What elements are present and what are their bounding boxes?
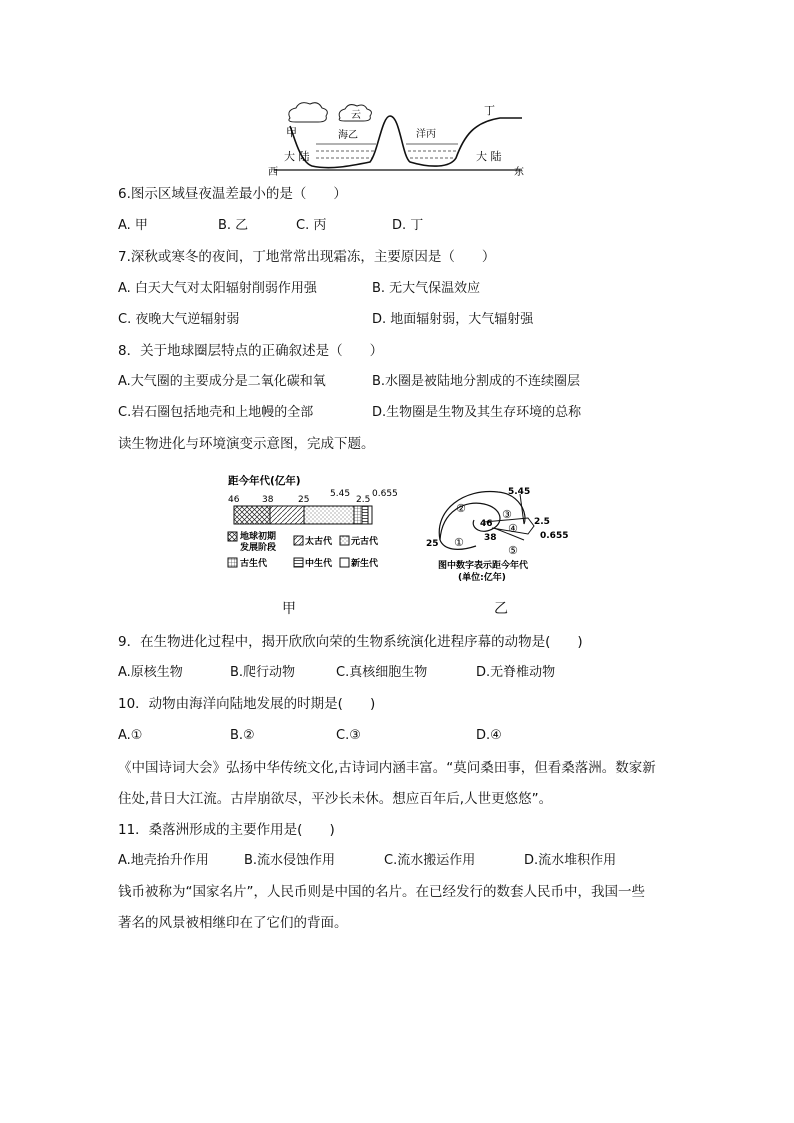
legend-archean: 太古代 bbox=[305, 537, 333, 547]
evolution-spiral-figure bbox=[424, 480, 584, 590]
cross-section-figure bbox=[260, 96, 540, 176]
legend-proterozoic: 元古代 bbox=[351, 537, 379, 547]
q11-option-a[interactable]: A.地壳抬升作用 bbox=[118, 853, 209, 868]
segment-archean bbox=[270, 506, 304, 524]
label-east: 东 bbox=[514, 167, 524, 176]
legend-mesozoic: 中生代 bbox=[305, 559, 333, 569]
circled-2: ② bbox=[456, 502, 466, 515]
label-yi: 海乙 bbox=[338, 130, 358, 141]
q9-option-b[interactable]: B.爬行动物 bbox=[230, 665, 296, 680]
legend-cenozoic: 新生代 bbox=[351, 559, 379, 569]
label-land-right: 大 陆 bbox=[476, 150, 502, 163]
q6-option-c[interactable]: C. 丙 bbox=[296, 218, 327, 233]
tick-2.5: 2.5 bbox=[356, 495, 371, 505]
tick-0.655: 0.655 bbox=[372, 489, 398, 499]
q9-option-d[interactable]: D.无脊椎动物 bbox=[476, 665, 556, 680]
q7-option-b[interactable]: B. 无大气保温效应 bbox=[372, 281, 481, 296]
q8-option-b[interactable]: B.水圈是被陆地分割成的不连续圈层 bbox=[372, 374, 581, 389]
label-west: 西 bbox=[268, 167, 278, 176]
spiral-note-2: (单位:亿年) bbox=[458, 573, 506, 583]
evolution-timeline-figure bbox=[222, 472, 398, 578]
legend-paleozoic: 古生代 bbox=[240, 559, 268, 569]
timeline-header: 距今年代(亿年) bbox=[228, 475, 301, 487]
tick-38: 38 bbox=[262, 495, 274, 505]
currency-intro-line1: 钱币被称为“国家名片”，人民币则是中国的名片。在已经发行的数套人民币中，我国一些 bbox=[118, 884, 645, 900]
segment-cenozoic bbox=[368, 506, 372, 524]
label-yun: 云 bbox=[351, 110, 361, 121]
tick-5.45: 5.45 bbox=[330, 489, 351, 499]
label-land-left: 大 陆 bbox=[284, 150, 310, 163]
q11-stem: 11．桑落洲形成的主要作用是( ) bbox=[118, 822, 335, 838]
circled-1: ① bbox=[454, 536, 464, 549]
circled-4: ④ bbox=[508, 522, 518, 535]
q9-stem: 9．在生物进化过程中，揭开欣欣向荣的生物系统演化进程序幕的动物是( ) bbox=[118, 634, 583, 650]
q11-option-c[interactable]: C.流水搬运作用 bbox=[384, 853, 476, 868]
segment-proterozoic bbox=[304, 506, 354, 524]
tick-25: 25 bbox=[298, 495, 310, 505]
q6-option-a[interactable]: A. 甲 bbox=[118, 218, 148, 233]
circled-3: ③ bbox=[502, 508, 512, 521]
q10-option-d[interactable]: D.④ bbox=[476, 728, 502, 743]
legend-early-2: 发展阶段 bbox=[240, 543, 277, 553]
q7-stem: 7.深秋或寒冬的夜间，丁地常常出现霜冻，主要原因是（ ） bbox=[118, 249, 496, 265]
q11-option-b[interactable]: B.流水侵蚀作用 bbox=[244, 853, 336, 868]
spiral-num-38: 38 bbox=[484, 533, 497, 543]
evolution-intro: 读生物进化与环境演变示意图，完成下题。 bbox=[118, 436, 375, 452]
q6-stem: 6.图示区域昼夜温差最小的是（ ） bbox=[118, 186, 347, 202]
q8-option-a[interactable]: A.大气圈的主要成分是二氧化碳和氧 bbox=[118, 374, 326, 389]
segment-paleozoic bbox=[354, 506, 362, 524]
spiral-num-2.5: 2.5 bbox=[534, 517, 550, 527]
q7-option-c[interactable]: C. 夜晚大气逆辐射弱 bbox=[118, 312, 240, 327]
spiral-num-5.45: 5.45 bbox=[508, 487, 531, 497]
q10-option-a[interactable]: A.① bbox=[118, 728, 143, 743]
label-ding: 丁 bbox=[484, 104, 495, 117]
q10-stem: 10．动物由海洋向陆地发展的时期是( ) bbox=[118, 696, 376, 712]
q7-option-d[interactable]: D. 地面辐射弱，大气辐射强 bbox=[372, 312, 534, 327]
spiral-num-0.655: 0.655 bbox=[540, 531, 569, 541]
segment-mesozoic bbox=[362, 506, 368, 524]
spiral-num-25: 25 bbox=[426, 539, 439, 549]
figure-caption-yi: 乙 bbox=[494, 601, 508, 617]
q10-option-b[interactable]: B.② bbox=[230, 728, 255, 743]
q10-option-c[interactable]: C.③ bbox=[336, 728, 361, 743]
currency-intro-line2: 著名的风景被相继印在了它们的背面。 bbox=[118, 915, 348, 931]
legend-early-1: 地球初期 bbox=[240, 532, 277, 542]
q6-option-d[interactable]: D. 丁 bbox=[392, 218, 424, 233]
figure-caption-jia: 甲 bbox=[282, 601, 296, 617]
q8-option-d[interactable]: D.生物圈是生物及其生存环境的总称 bbox=[372, 405, 582, 420]
q11-option-d[interactable]: D.流水堆积作用 bbox=[524, 853, 617, 868]
q8-option-c[interactable]: C.岩石圈包括地壳和上地幔的全部 bbox=[118, 405, 314, 420]
q8-stem: 8．关于地球圈层特点的正确叙述是（ ） bbox=[118, 343, 384, 359]
tick-46: 46 bbox=[228, 495, 240, 505]
q6-option-b[interactable]: B. 乙 bbox=[218, 218, 249, 233]
q7-option-a[interactable]: A. 白天大气对太阳辐射削弱作用强 bbox=[118, 281, 317, 296]
q9-option-a[interactable]: A.原核生物 bbox=[118, 665, 183, 680]
poem-intro-line2: 住处,昔日大江流。古岸崩欲尽，平沙长未休。想应百年后,人世更悠悠”。 bbox=[118, 791, 553, 807]
poem-intro-line1: 《中国诗词大会》弘扬中华传统文化,古诗词内涵丰富。“莫问桑田事，但看桑落洲。数家新 bbox=[118, 760, 656, 776]
circled-5: ⑤ bbox=[508, 544, 518, 557]
q9-option-c[interactable]: C.真核细胞生物 bbox=[336, 665, 428, 680]
spiral-num-46: 46 bbox=[480, 519, 493, 529]
label-jia: 甲 bbox=[286, 126, 297, 139]
label-bing: 洋丙 bbox=[416, 129, 436, 140]
cloud-left-icon bbox=[289, 103, 327, 122]
spiral-note-1: 图中数字表示距今年代 bbox=[438, 561, 529, 571]
segment-early-earth bbox=[234, 506, 270, 524]
